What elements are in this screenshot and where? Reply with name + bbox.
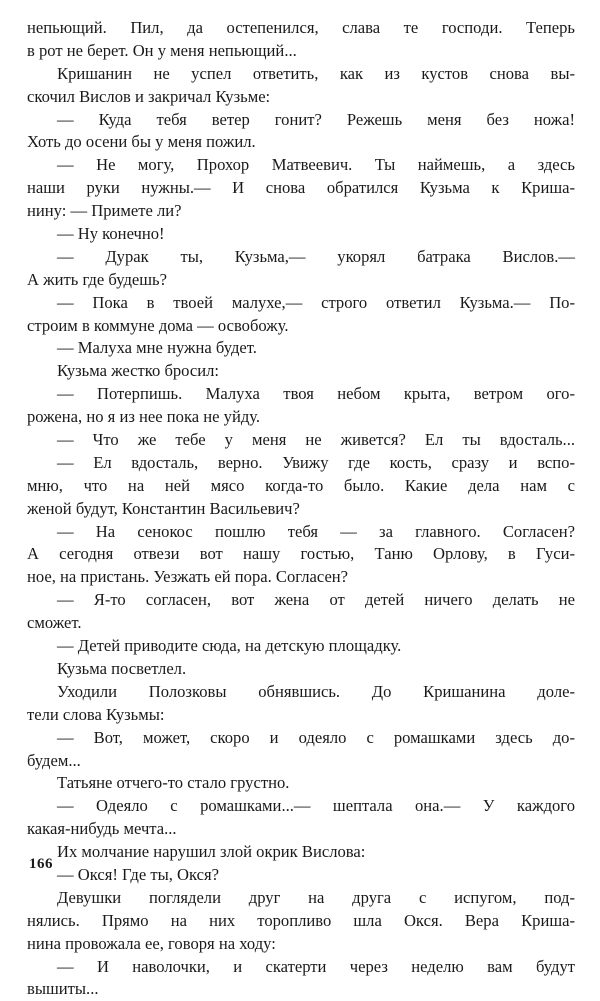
text-line: ное, на пристань. Уезжать ей пора. Согласен? bbox=[27, 567, 349, 587]
text-line: — Куда тебя ветер гонит? Режешь меня без ножа! bbox=[57, 109, 575, 129]
text-line: сможет. bbox=[27, 613, 82, 633]
text-line: мню, что на ней мясо когда-то было. Какие дела нам с bbox=[27, 475, 575, 495]
text-line: Татьяне отчего-то стало грустно. bbox=[57, 773, 290, 793]
text-line: женой будут, Константин Васильевич? bbox=[27, 498, 300, 518]
text-line: будем... bbox=[27, 750, 81, 770]
book-page bbox=[27, 17, 575, 999]
text-line: — Ну конечно! bbox=[57, 224, 165, 244]
text-line: — И наволочки, и скатерти через неделю вам будут bbox=[57, 956, 575, 976]
text-line: Девушки поглядели друг на друга с испугом, под- bbox=[57, 887, 575, 907]
text-line: Хоть до осени бы у меня пожил. bbox=[27, 132, 256, 152]
text-line: А жить где будешь? bbox=[27, 269, 167, 289]
text-line: — Пока в твоей малухе,— строго ответил Кузьма.— По- bbox=[57, 292, 575, 312]
text-line: — Не могу, Прохор Матвеевич. Ты наймешь, а здесь bbox=[57, 155, 575, 175]
text-line: тели слова Кузьмы: bbox=[27, 704, 165, 724]
text-line: нялись. Прямо на них торопливо шла Окся. Вера Криша- bbox=[27, 910, 575, 930]
text-line: — Одеяло с ромашками...— шептала она.— У каждого bbox=[57, 796, 575, 816]
text-line: Кузьма посветлел. bbox=[57, 658, 187, 678]
text-line: — На сенокос пошлю тебя — за главного. Согласен? bbox=[57, 521, 575, 541]
text-line: — Потерпишь. Малуха твоя небом крыта, ветром ого- bbox=[57, 384, 575, 404]
text-line: наши руки нужны.— И снова обратился Кузьма к Криша- bbox=[27, 178, 575, 198]
text-line: — Детей приводите сюда, на детскую площадку. bbox=[57, 636, 402, 656]
page-text bbox=[27, 17, 575, 1001]
text-line: — Я-то согласен, вот жена от детей ничего делать не bbox=[57, 590, 575, 610]
text-line: А сегодня отвези вот нашу гостью, Таню Орлову, в Гуси- bbox=[27, 544, 575, 564]
text-line: Их молчание нарушил злой окрик Вислова: bbox=[57, 842, 366, 862]
text-line: — Вот, может, скоро и одеяло с ромашками здесь до- bbox=[57, 727, 575, 747]
text-line: — Малуха мне нужна будет. bbox=[57, 338, 257, 358]
page-number: 166 bbox=[29, 856, 53, 872]
text-line: — Что же тебе у меня не живется? Ел ты вдосталь... bbox=[57, 430, 575, 450]
text-line: — Дурак ты, Кузьма,— укорял батрака Вислов.— bbox=[57, 246, 575, 266]
text-line: Кузьма жестко бросил: bbox=[57, 361, 220, 381]
text-line: скочил Вислов и закричал Кузьме: bbox=[27, 86, 271, 106]
text-line: какая-нибудь мечта... bbox=[27, 819, 177, 839]
text-line: Уходили Полозковы обнявшись. До Кришанина доле- bbox=[57, 681, 575, 701]
text-line: рожена, но я из нее пока не уйду. bbox=[27, 407, 261, 427]
text-line: нина провожала ее, говоря на ходу: bbox=[27, 933, 276, 953]
text-line: непьющий. Пил, да остепенился, слава те господи. Теперь bbox=[27, 18, 575, 37]
text-line: — Окся! Где ты, Окся? bbox=[57, 864, 220, 884]
text-line: строим в коммуне дома — освобожу. bbox=[27, 315, 289, 335]
text-line: — Ел вдосталь, верно. Увижу где кость, сразу и вспо- bbox=[57, 452, 575, 472]
text-line: Кришанин не успел ответить, как из кустов снова вы- bbox=[57, 63, 575, 83]
text-line: нину: — Примете ли? bbox=[27, 201, 182, 221]
text-line: в рот не берет. Он у меня непьющий... bbox=[27, 40, 297, 60]
text-line: вышиты... bbox=[27, 979, 99, 999]
